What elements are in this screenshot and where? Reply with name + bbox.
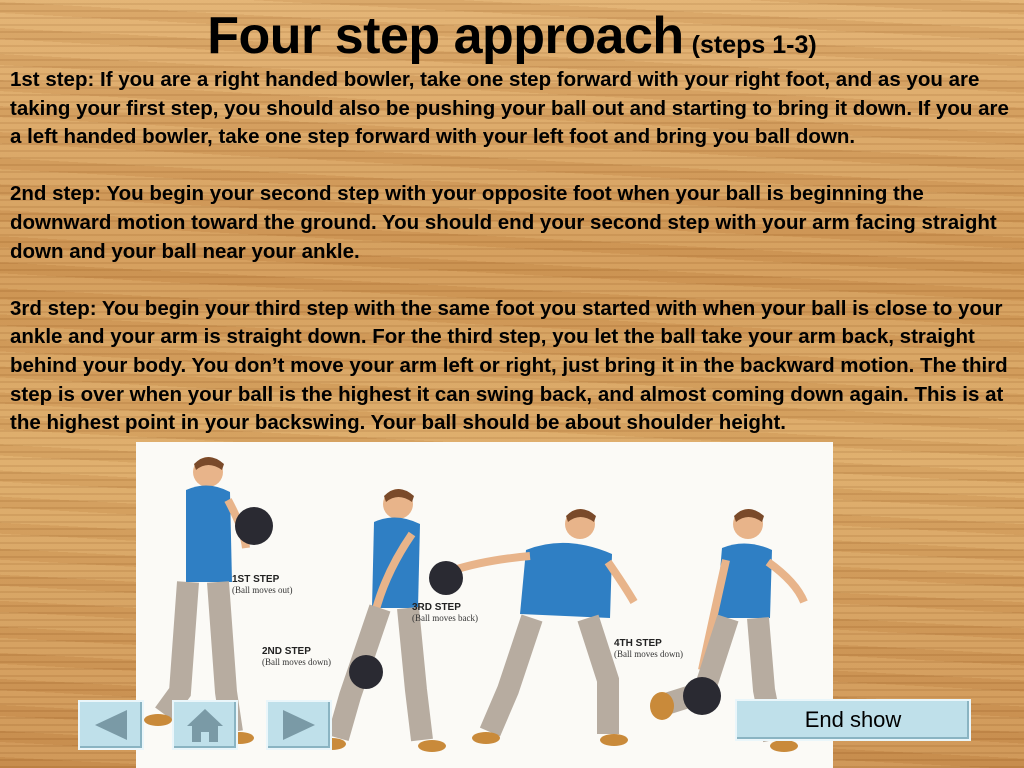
paragraph-step-1: 1st step: If you are a right handed bowler, take one step forward with your right foot, and as you are taking your first step, you should also be pushing your ball out and starting to bring it down. If you are a left handed bowler, take one step forward with your left foot and bring you ball down. <box>10 68 1009 149</box>
title-main: Four step approach <box>207 7 684 65</box>
paragraph-step-3: 3rd step: You begin your third step with the same foot you started with when your ball is close to your ankle and your arm is straight down. For the third step, you let the ball take your arm back, straight behind your body. You don’t move your arm left or right, just bring it in the backward motion. The third step is over when your ball is the highest it can swing back, and almost coming down again. This is at the highest point in your backswing. Your ball should be about shoulder height. <box>10 296 1008 435</box>
next-slide-button[interactable] <box>266 700 332 750</box>
previous-arrow-icon <box>91 708 131 742</box>
slide-title <box>0 6 1024 66</box>
step-note-3: (Ball moves back) <box>412 613 478 623</box>
next-arrow-icon <box>279 708 319 742</box>
step-label-1: 1ST STEP <box>232 574 280 585</box>
step-note-4: (Ball moves down) <box>614 649 683 659</box>
step-note-2: (Ball moves down) <box>262 657 331 667</box>
step-label-3: 3RD STEP <box>412 602 461 613</box>
paragraph-step-2: 2nd step: You begin your second step with your opposite foot when your ball is beginning the downward motion toward the ground. You should end your second step with your arm facing straight down and your ball near your ankle. <box>10 182 997 263</box>
slide-body <box>10 66 1018 438</box>
step-label-2: 2ND STEP <box>262 646 311 657</box>
home-icon <box>185 706 225 744</box>
title-sub: (steps 1-3) <box>691 31 817 59</box>
end-show-button[interactable]: End show <box>735 699 971 741</box>
step-note-1: (Ball moves out) <box>232 585 293 595</box>
home-button[interactable] <box>172 700 238 750</box>
bowler-figure-3 <box>429 509 634 746</box>
step-label-4: 4TH STEP <box>614 638 662 649</box>
previous-slide-button[interactable] <box>78 700 144 750</box>
bowling-approach-illustration <box>136 442 833 768</box>
